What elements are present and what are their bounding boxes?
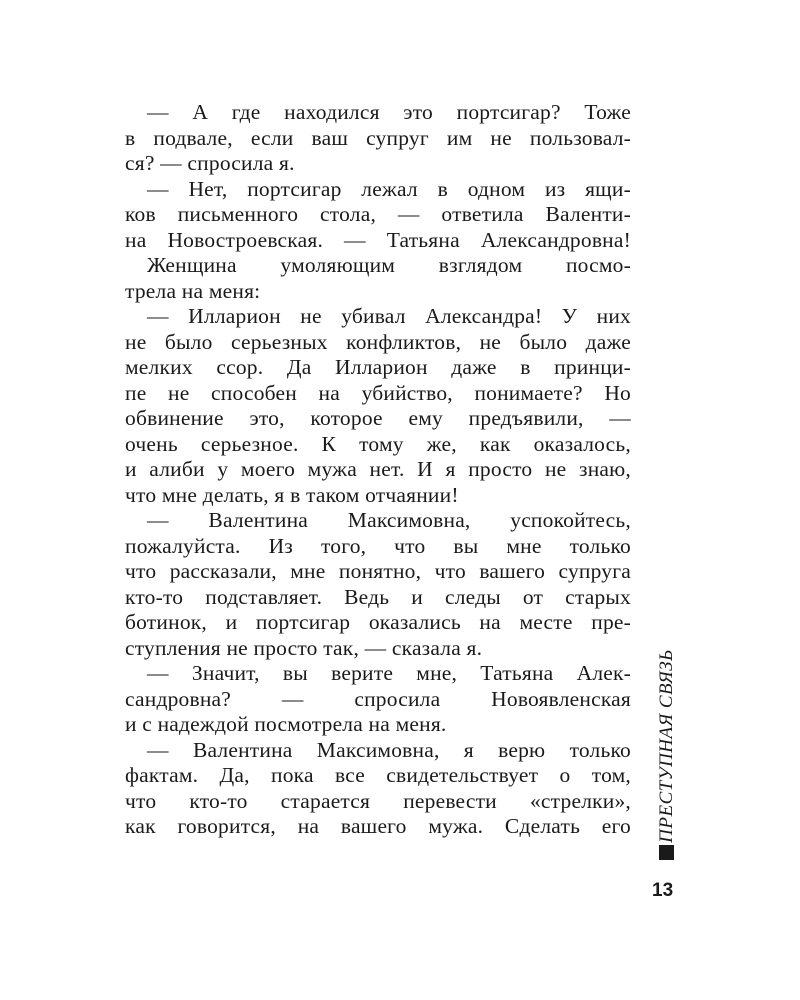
text-line: что мне делать, я в таком отчаянии! — [125, 482, 459, 507]
text-line: как говорится, на вашего мужа. Сделать его — [125, 814, 631, 838]
text-line: пе не способен на убийство, понимаете? Но — [125, 380, 631, 405]
text-line: кто-то подставляет. Ведь и следы от старых — [125, 584, 631, 609]
running-title-block — [647, 649, 687, 865]
text-line: пожалуйста. Из того, что вы мне только — [125, 533, 631, 558]
text-line: на Новостроевская. — Татьяна Александровна! — [125, 227, 631, 252]
text-line: Женщина умоляющим взглядом посмо- — [147, 253, 631, 277]
text-line: ступления не просто так, — сказала я. — [125, 635, 483, 660]
text-line: трела на меня: — [125, 278, 261, 303]
text-line: и алиби у моего мужа нет. И я просто не знаю, — [125, 457, 631, 481]
text-line: не было серьезных конфликтов, не было даже — [125, 329, 631, 354]
page-number: 13 — [652, 880, 674, 901]
text-line: — Нет, портсигар лежал в одном из ящи- — [147, 176, 631, 201]
text-line: очень серьезное. К тому же, как оказалось, — [125, 431, 631, 456]
text-line: — Валентина Максимовна, успокойтесь, — [147, 508, 631, 532]
text-line: — А где находился это портсигар? Тоже — [147, 100, 631, 124]
text-line: мелких ссор. Да Илларион даже в принци- — [125, 355, 631, 379]
text-line: в подвале, если ваш супруг им не пользовал- — [125, 125, 631, 150]
text-line: ботинок, и портсигар оказались на месте пре- — [125, 610, 631, 634]
text-line: — Илларион не убивал Александра! У них — [147, 304, 631, 328]
text-line: сандровна? — спросила Новоявленская — [125, 686, 631, 711]
text-line: обвинение это, которое ему предъявили, — — [125, 406, 631, 430]
text-line: что кто-то старается перевести «стрелки», — [125, 788, 631, 813]
text-line: — Валентина Максимовна, я верю только — [147, 737, 631, 762]
text-line: что рассказали, мне понятно, что вашего супруга — [125, 559, 631, 583]
running-title: ПРЕСТУПНАЯ СВЯЗЬ — [656, 649, 677, 843]
text-line: — Значит, вы верите мне, Татьяна Алек- — [147, 661, 631, 685]
text-line: ков письменного стола, — ответила Валенти- — [125, 202, 631, 226]
body-text — [125, 100, 631, 840]
text-line: ся? — спросила я. — [125, 151, 295, 175]
text-line: фактам. Да, пока все свидетельствует о том, — [125, 763, 631, 787]
square-marker-icon — [659, 845, 674, 860]
text-line: и с надеждой посмотрела на меня. — [125, 712, 447, 736]
